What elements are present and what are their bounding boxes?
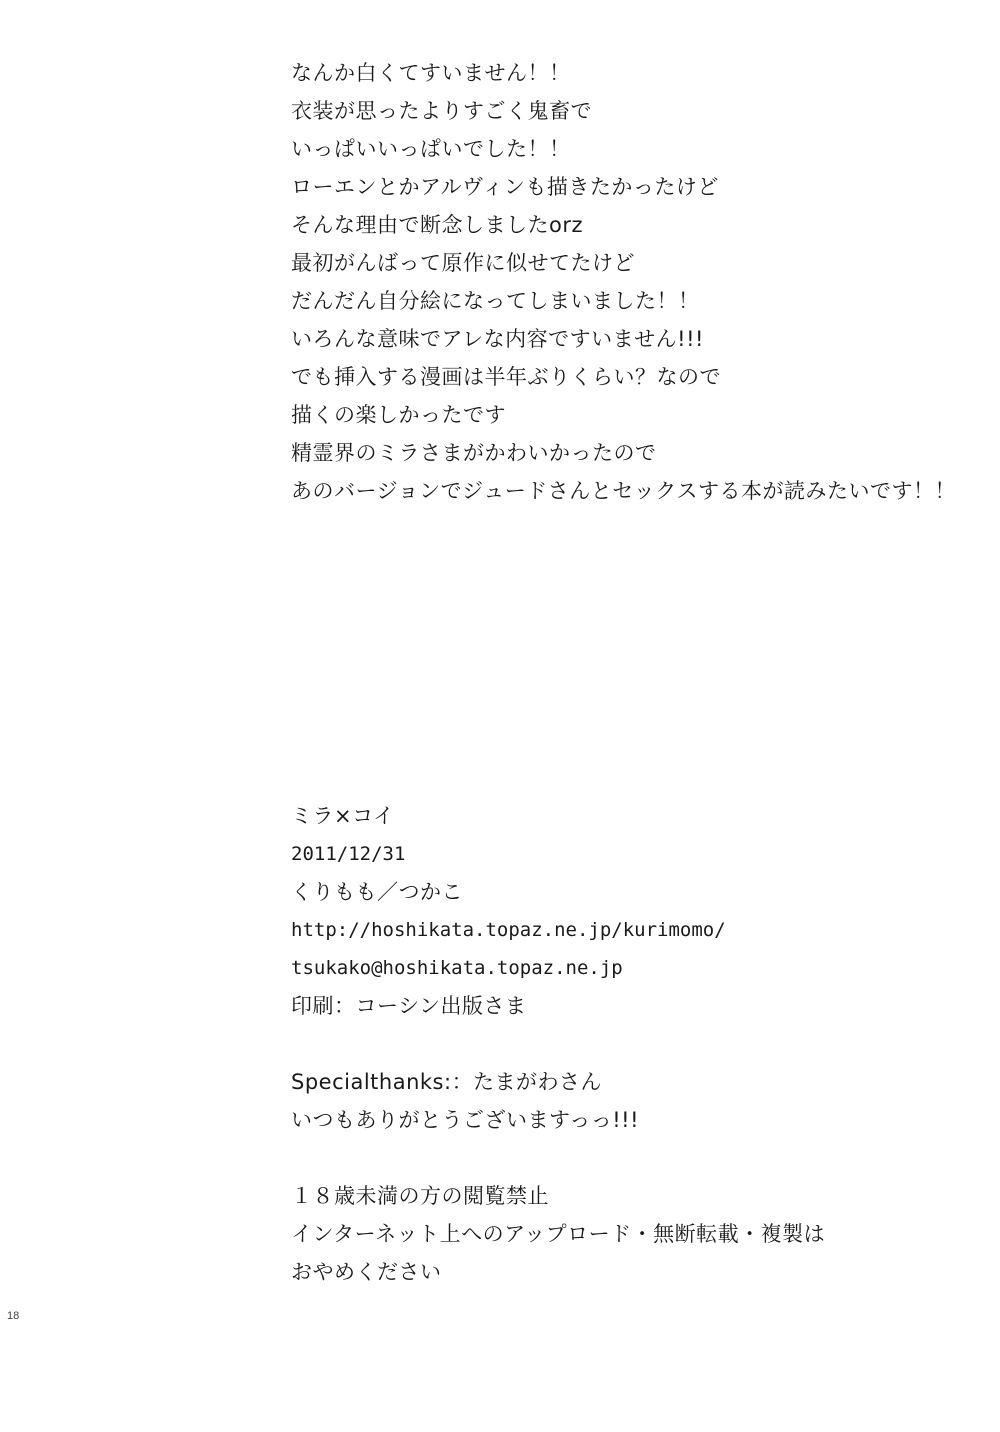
colophon	[291, 797, 825, 1291]
afterword-line: 描くの楽しかったです	[291, 403, 506, 427]
age-warning: １８歳未満の方の閲覧禁止	[291, 1184, 549, 1208]
printer-credit: 印刷：コーシン出版さま	[291, 994, 527, 1018]
authors: くりもも／つかこ	[291, 880, 463, 904]
afterword-line: だんだん自分絵になってしまいました！！	[291, 289, 700, 313]
afterword-line: いっぱいいっぱいでした！！	[291, 137, 571, 161]
upload-warning: インターネット上へのアップロード・無断転載・複製は	[291, 1222, 826, 1246]
afterword-text	[291, 54, 956, 510]
book-title: ミラ×コイ	[291, 804, 395, 828]
afterword-line: あのバージョンでジュードさんとセックスする本が読みたいです！！	[291, 479, 957, 503]
afterword-line: なんか白くてすいません！！	[291, 61, 571, 85]
contact-email[interactable]: tsukako@hoshikata.topaz.ne.jp	[291, 957, 623, 979]
afterword-line: 衣装が思ったよりすごく鬼畜で	[291, 99, 592, 123]
thanks-message: いつもありがとうございますっっ!!!	[291, 1108, 639, 1132]
spacer	[291, 1025, 825, 1063]
website-url[interactable]: http://hoshikata.topaz.ne.jp/kurimomo/	[291, 919, 726, 941]
publication-date: 2011/12/31	[291, 843, 406, 865]
special-thanks: Specialthanks:：たまがわさん	[291, 1070, 603, 1094]
upload-warning: おやめください	[291, 1260, 442, 1284]
afterword-line: でも挿入する漫画は半年ぶりくらい？なので	[291, 365, 721, 389]
spacer	[291, 1139, 825, 1177]
afterword-line: いろんな意味でアレな内容ですいません!!!	[291, 327, 704, 351]
afterword-line: 精霊界のミラさまがかわいかったので	[291, 441, 657, 465]
afterword-line: 最初がんばって原作に似せてたけど	[291, 251, 635, 275]
page-number: 18	[7, 1310, 20, 1322]
afterword-line: ローエンとかアルヴィンも描きたかったけど	[291, 175, 719, 199]
afterword-line: そんな理由で断念しましたorz	[291, 213, 584, 237]
